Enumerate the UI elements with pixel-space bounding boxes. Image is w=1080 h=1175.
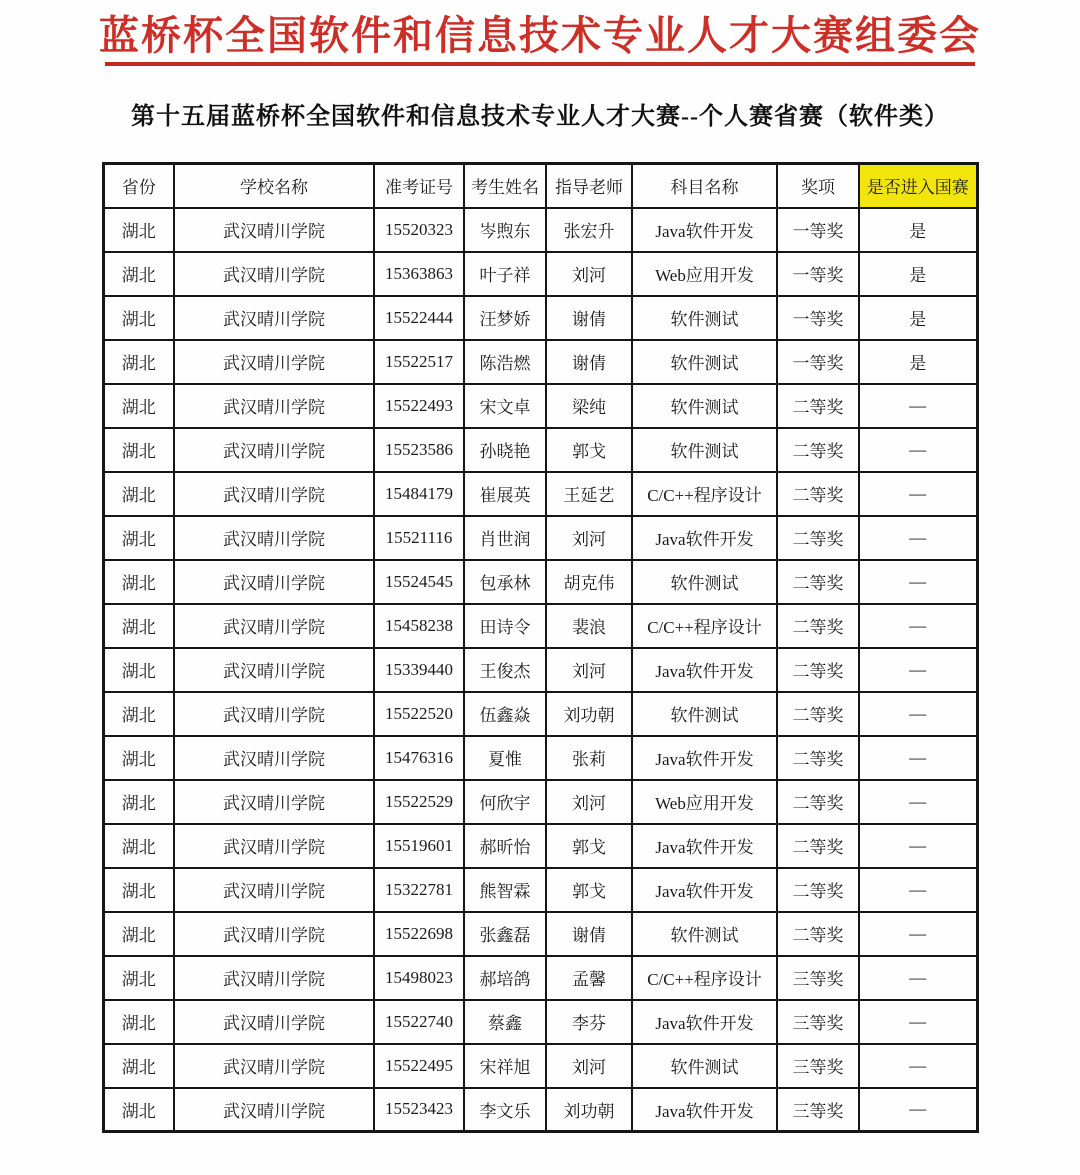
- cell-award: 二等奖: [777, 736, 859, 780]
- cell-award: 二等奖: [777, 868, 859, 912]
- column-header-subject-name: 科目名称: [632, 164, 777, 208]
- cell-subject-name: Web应用开发: [632, 780, 777, 824]
- cell-national-qualification: 是: [859, 296, 977, 340]
- cell-exam-id: 15363863: [374, 252, 464, 296]
- cell-province: 湖北: [103, 780, 174, 824]
- cell-student-name: 夏惟: [464, 736, 546, 780]
- cell-national-qualification: —: [859, 692, 977, 736]
- cell-province: 湖北: [103, 692, 174, 736]
- cell-school-name: 武汉晴川学院: [174, 1000, 374, 1044]
- cell-national-qualification: 是: [859, 340, 977, 384]
- cell-exam-id: 15476316: [374, 736, 464, 780]
- cell-school-name: 武汉晴川学院: [174, 736, 374, 780]
- cell-national-qualification: —: [859, 384, 977, 428]
- cell-subject-name: Java软件开发: [632, 736, 777, 780]
- cell-province: 湖北: [103, 648, 174, 692]
- cell-advisor: 刘河: [546, 648, 632, 692]
- cell-national-qualification: —: [859, 428, 977, 472]
- cell-school-name: 武汉晴川学院: [174, 208, 374, 252]
- table-row: [103, 736, 977, 780]
- cell-award: 三等奖: [777, 1044, 859, 1088]
- column-header-province: 省份: [103, 164, 174, 208]
- cell-school-name: 武汉晴川学院: [174, 428, 374, 472]
- table-row: [103, 296, 977, 340]
- cell-subject-name: Java软件开发: [632, 1000, 777, 1044]
- cell-advisor: 张宏升: [546, 208, 632, 252]
- cell-advisor: 郭戈: [546, 824, 632, 868]
- cell-advisor: 郭戈: [546, 868, 632, 912]
- cell-national-qualification: —: [859, 956, 977, 1000]
- cell-school-name: 武汉晴川学院: [174, 340, 374, 384]
- cell-award: 一等奖: [777, 208, 859, 252]
- cell-exam-id: 15522444: [374, 296, 464, 340]
- cell-exam-id: 15322781: [374, 868, 464, 912]
- cell-province: 湖北: [103, 560, 174, 604]
- cell-subject-name: C/C++程序设计: [632, 956, 777, 1000]
- cell-school-name: 武汉晴川学院: [174, 1044, 374, 1088]
- cell-school-name: 武汉晴川学院: [174, 648, 374, 692]
- cell-province: 湖北: [103, 516, 174, 560]
- cell-national-qualification: —: [859, 868, 977, 912]
- cell-exam-id: 15523586: [374, 428, 464, 472]
- cell-province: 湖北: [103, 956, 174, 1000]
- cell-national-qualification: —: [859, 736, 977, 780]
- cell-student-name: 伍鑫焱: [464, 692, 546, 736]
- table-row: [103, 516, 977, 560]
- cell-student-name: 田诗令: [464, 604, 546, 648]
- cell-student-name: 崔展英: [464, 472, 546, 516]
- cell-exam-id: 15339440: [374, 648, 464, 692]
- cell-national-qualification: —: [859, 516, 977, 560]
- table-row: [103, 1044, 977, 1088]
- cell-school-name: 武汉晴川学院: [174, 868, 374, 912]
- cell-student-name: 王俊杰: [464, 648, 546, 692]
- cell-subject-name: Java软件开发: [632, 1088, 777, 1132]
- cell-subject-name: Java软件开发: [632, 208, 777, 252]
- table-row: [103, 340, 977, 384]
- cell-exam-id: 15522517: [374, 340, 464, 384]
- cell-national-qualification: 是: [859, 208, 977, 252]
- cell-award: 三等奖: [777, 1088, 859, 1132]
- cell-advisor: 刘河: [546, 252, 632, 296]
- cell-student-name: 宋祥旭: [464, 1044, 546, 1088]
- cell-advisor: 刘功朝: [546, 1088, 632, 1132]
- cell-exam-id: 15524545: [374, 560, 464, 604]
- cell-advisor: 刘河: [546, 1044, 632, 1088]
- cell-national-qualification: —: [859, 780, 977, 824]
- cell-subject-name: C/C++程序设计: [632, 472, 777, 516]
- cell-student-name: 蔡鑫: [464, 1000, 546, 1044]
- cell-advisor: 谢倩: [546, 296, 632, 340]
- cell-award: 二等奖: [777, 780, 859, 824]
- cell-student-name: 李文乐: [464, 1088, 546, 1132]
- cell-province: 湖北: [103, 252, 174, 296]
- cell-student-name: 包承林: [464, 560, 546, 604]
- cell-award: 二等奖: [777, 824, 859, 868]
- cell-province: 湖北: [103, 604, 174, 648]
- cell-school-name: 武汉晴川学院: [174, 780, 374, 824]
- cell-exam-id: 15522698: [374, 912, 464, 956]
- cell-national-qualification: —: [859, 912, 977, 956]
- table-row: [103, 472, 977, 516]
- cell-national-qualification: —: [859, 604, 977, 648]
- cell-subject-name: Web应用开发: [632, 252, 777, 296]
- cell-subject-name: 软件测试: [632, 912, 777, 956]
- cell-school-name: 武汉晴川学院: [174, 516, 374, 560]
- cell-national-qualification: —: [859, 648, 977, 692]
- cell-province: 湖北: [103, 1000, 174, 1044]
- cell-exam-id: 15519601: [374, 824, 464, 868]
- column-header-national-qualification: 是否进入国赛: [859, 164, 977, 208]
- cell-student-name: 宋文卓: [464, 384, 546, 428]
- cell-student-name: 岑煦东: [464, 208, 546, 252]
- cell-exam-id: 15498023: [374, 956, 464, 1000]
- cell-award: 二等奖: [777, 648, 859, 692]
- cell-province: 湖北: [103, 296, 174, 340]
- cell-student-name: 郝培鸽: [464, 956, 546, 1000]
- cell-province: 湖北: [103, 208, 174, 252]
- cell-student-name: 郝昕怡: [464, 824, 546, 868]
- cell-province: 湖北: [103, 1088, 174, 1132]
- cell-subject-name: Java软件开发: [632, 648, 777, 692]
- cell-school-name: 武汉晴川学院: [174, 252, 374, 296]
- cell-advisor: 刘河: [546, 780, 632, 824]
- cell-award: 二等奖: [777, 912, 859, 956]
- cell-province: 湖北: [103, 472, 174, 516]
- cell-advisor: 谢倩: [546, 340, 632, 384]
- cell-school-name: 武汉晴川学院: [174, 604, 374, 648]
- cell-national-qualification: 是: [859, 252, 977, 296]
- cell-exam-id: 15522495: [374, 1044, 464, 1088]
- cell-school-name: 武汉晴川学院: [174, 296, 374, 340]
- cell-exam-id: 15521116: [374, 516, 464, 560]
- title-underline: [105, 62, 975, 66]
- cell-exam-id: 15458238: [374, 604, 464, 648]
- table-row: [103, 560, 977, 604]
- cell-award: 二等奖: [777, 692, 859, 736]
- cell-advisor: 刘河: [546, 516, 632, 560]
- cell-award: 二等奖: [777, 604, 859, 648]
- cell-national-qualification: —: [859, 560, 977, 604]
- cell-award: 一等奖: [777, 252, 859, 296]
- table-row: [103, 428, 977, 472]
- cell-subject-name: Java软件开发: [632, 868, 777, 912]
- cell-national-qualification: —: [859, 824, 977, 868]
- cell-award: 二等奖: [777, 516, 859, 560]
- column-header-advisor: 指导老师: [546, 164, 632, 208]
- table-row: [103, 868, 977, 912]
- cell-advisor: 郭戈: [546, 428, 632, 472]
- cell-advisor: 李芬: [546, 1000, 632, 1044]
- cell-school-name: 武汉晴川学院: [174, 472, 374, 516]
- cell-exam-id: 15520323: [374, 208, 464, 252]
- table-row: [103, 692, 977, 736]
- cell-subject-name: 软件测试: [632, 340, 777, 384]
- column-header-student-name: 考生姓名: [464, 164, 546, 208]
- cell-exam-id: 15522529: [374, 780, 464, 824]
- table-row: [103, 956, 977, 1000]
- cell-student-name: 汪梦娇: [464, 296, 546, 340]
- cell-subject-name: 软件测试: [632, 428, 777, 472]
- cell-subject-name: Java软件开发: [632, 824, 777, 868]
- table-row: [103, 824, 977, 868]
- cell-award: 二等奖: [777, 472, 859, 516]
- results-table: [102, 162, 979, 1133]
- cell-advisor: 张莉: [546, 736, 632, 780]
- table-row: [103, 208, 977, 252]
- table-row: [103, 912, 977, 956]
- table-row: [103, 1000, 977, 1044]
- cell-student-name: 张鑫磊: [464, 912, 546, 956]
- table-row: [103, 604, 977, 648]
- column-header-award: 奖项: [777, 164, 859, 208]
- table-row: [103, 384, 977, 428]
- column-header-school-name: 学校名称: [174, 164, 374, 208]
- cell-advisor: 孟馨: [546, 956, 632, 1000]
- cell-exam-id: 15522520: [374, 692, 464, 736]
- cell-advisor: 裴浪: [546, 604, 632, 648]
- cell-province: 湖北: [103, 384, 174, 428]
- cell-exam-id: 15522493: [374, 384, 464, 428]
- cell-national-qualification: —: [859, 1000, 977, 1044]
- cell-subject-name: 软件测试: [632, 560, 777, 604]
- cell-province: 湖北: [103, 868, 174, 912]
- cell-student-name: 肖世润: [464, 516, 546, 560]
- cell-student-name: 熊智霖: [464, 868, 546, 912]
- cell-school-name: 武汉晴川学院: [174, 384, 374, 428]
- cell-province: 湖北: [103, 824, 174, 868]
- cell-school-name: 武汉晴川学院: [174, 1088, 374, 1132]
- competition-subtitle: 第十五届蓝桥杯全国软件和信息技术专业人才大赛--个人赛省赛（软件类）: [131, 104, 949, 130]
- table-header-row: [103, 164, 977, 208]
- cell-province: 湖北: [103, 736, 174, 780]
- table-row: [103, 1088, 977, 1132]
- cell-school-name: 武汉晴川学院: [174, 560, 374, 604]
- cell-award: 二等奖: [777, 560, 859, 604]
- cell-advisor: 梁纯: [546, 384, 632, 428]
- cell-national-qualification: —: [859, 472, 977, 516]
- column-header-exam-id: 准考证号: [374, 164, 464, 208]
- cell-exam-id: 15484179: [374, 472, 464, 516]
- cell-advisor: 刘功朝: [546, 692, 632, 736]
- cell-national-qualification: —: [859, 1088, 977, 1132]
- cell-advisor: 谢倩: [546, 912, 632, 956]
- committee-title: 蓝桥杯全国软件和信息技术专业人才大赛组委会: [99, 13, 981, 58]
- cell-advisor: 胡克伟: [546, 560, 632, 604]
- cell-subject-name: 软件测试: [632, 384, 777, 428]
- cell-province: 湖北: [103, 340, 174, 384]
- cell-student-name: 何欣宇: [464, 780, 546, 824]
- cell-subject-name: C/C++程序设计: [632, 604, 777, 648]
- cell-national-qualification: —: [859, 1044, 977, 1088]
- cell-exam-id: 15523423: [374, 1088, 464, 1132]
- cell-subject-name: 软件测试: [632, 1044, 777, 1088]
- cell-province: 湖北: [103, 912, 174, 956]
- cell-award: 一等奖: [777, 296, 859, 340]
- cell-student-name: 陈浩燃: [464, 340, 546, 384]
- cell-province: 湖北: [103, 1044, 174, 1088]
- cell-school-name: 武汉晴川学院: [174, 912, 374, 956]
- cell-school-name: 武汉晴川学院: [174, 692, 374, 736]
- cell-school-name: 武汉晴川学院: [174, 824, 374, 868]
- cell-award: 三等奖: [777, 956, 859, 1000]
- cell-award: 一等奖: [777, 340, 859, 384]
- cell-student-name: 孙晓艳: [464, 428, 546, 472]
- table-row: [103, 252, 977, 296]
- cell-award: 三等奖: [777, 1000, 859, 1044]
- cell-award: 二等奖: [777, 384, 859, 428]
- cell-subject-name: Java软件开发: [632, 516, 777, 560]
- cell-exam-id: 15522740: [374, 1000, 464, 1044]
- cell-advisor: 王延艺: [546, 472, 632, 516]
- cell-school-name: 武汉晴川学院: [174, 956, 374, 1000]
- cell-province: 湖北: [103, 428, 174, 472]
- cell-subject-name: 软件测试: [632, 296, 777, 340]
- cell-award: 二等奖: [777, 428, 859, 472]
- cell-subject-name: 软件测试: [632, 692, 777, 736]
- table-row: [103, 780, 977, 824]
- table-row: [103, 648, 977, 692]
- cell-student-name: 叶子祥: [464, 252, 546, 296]
